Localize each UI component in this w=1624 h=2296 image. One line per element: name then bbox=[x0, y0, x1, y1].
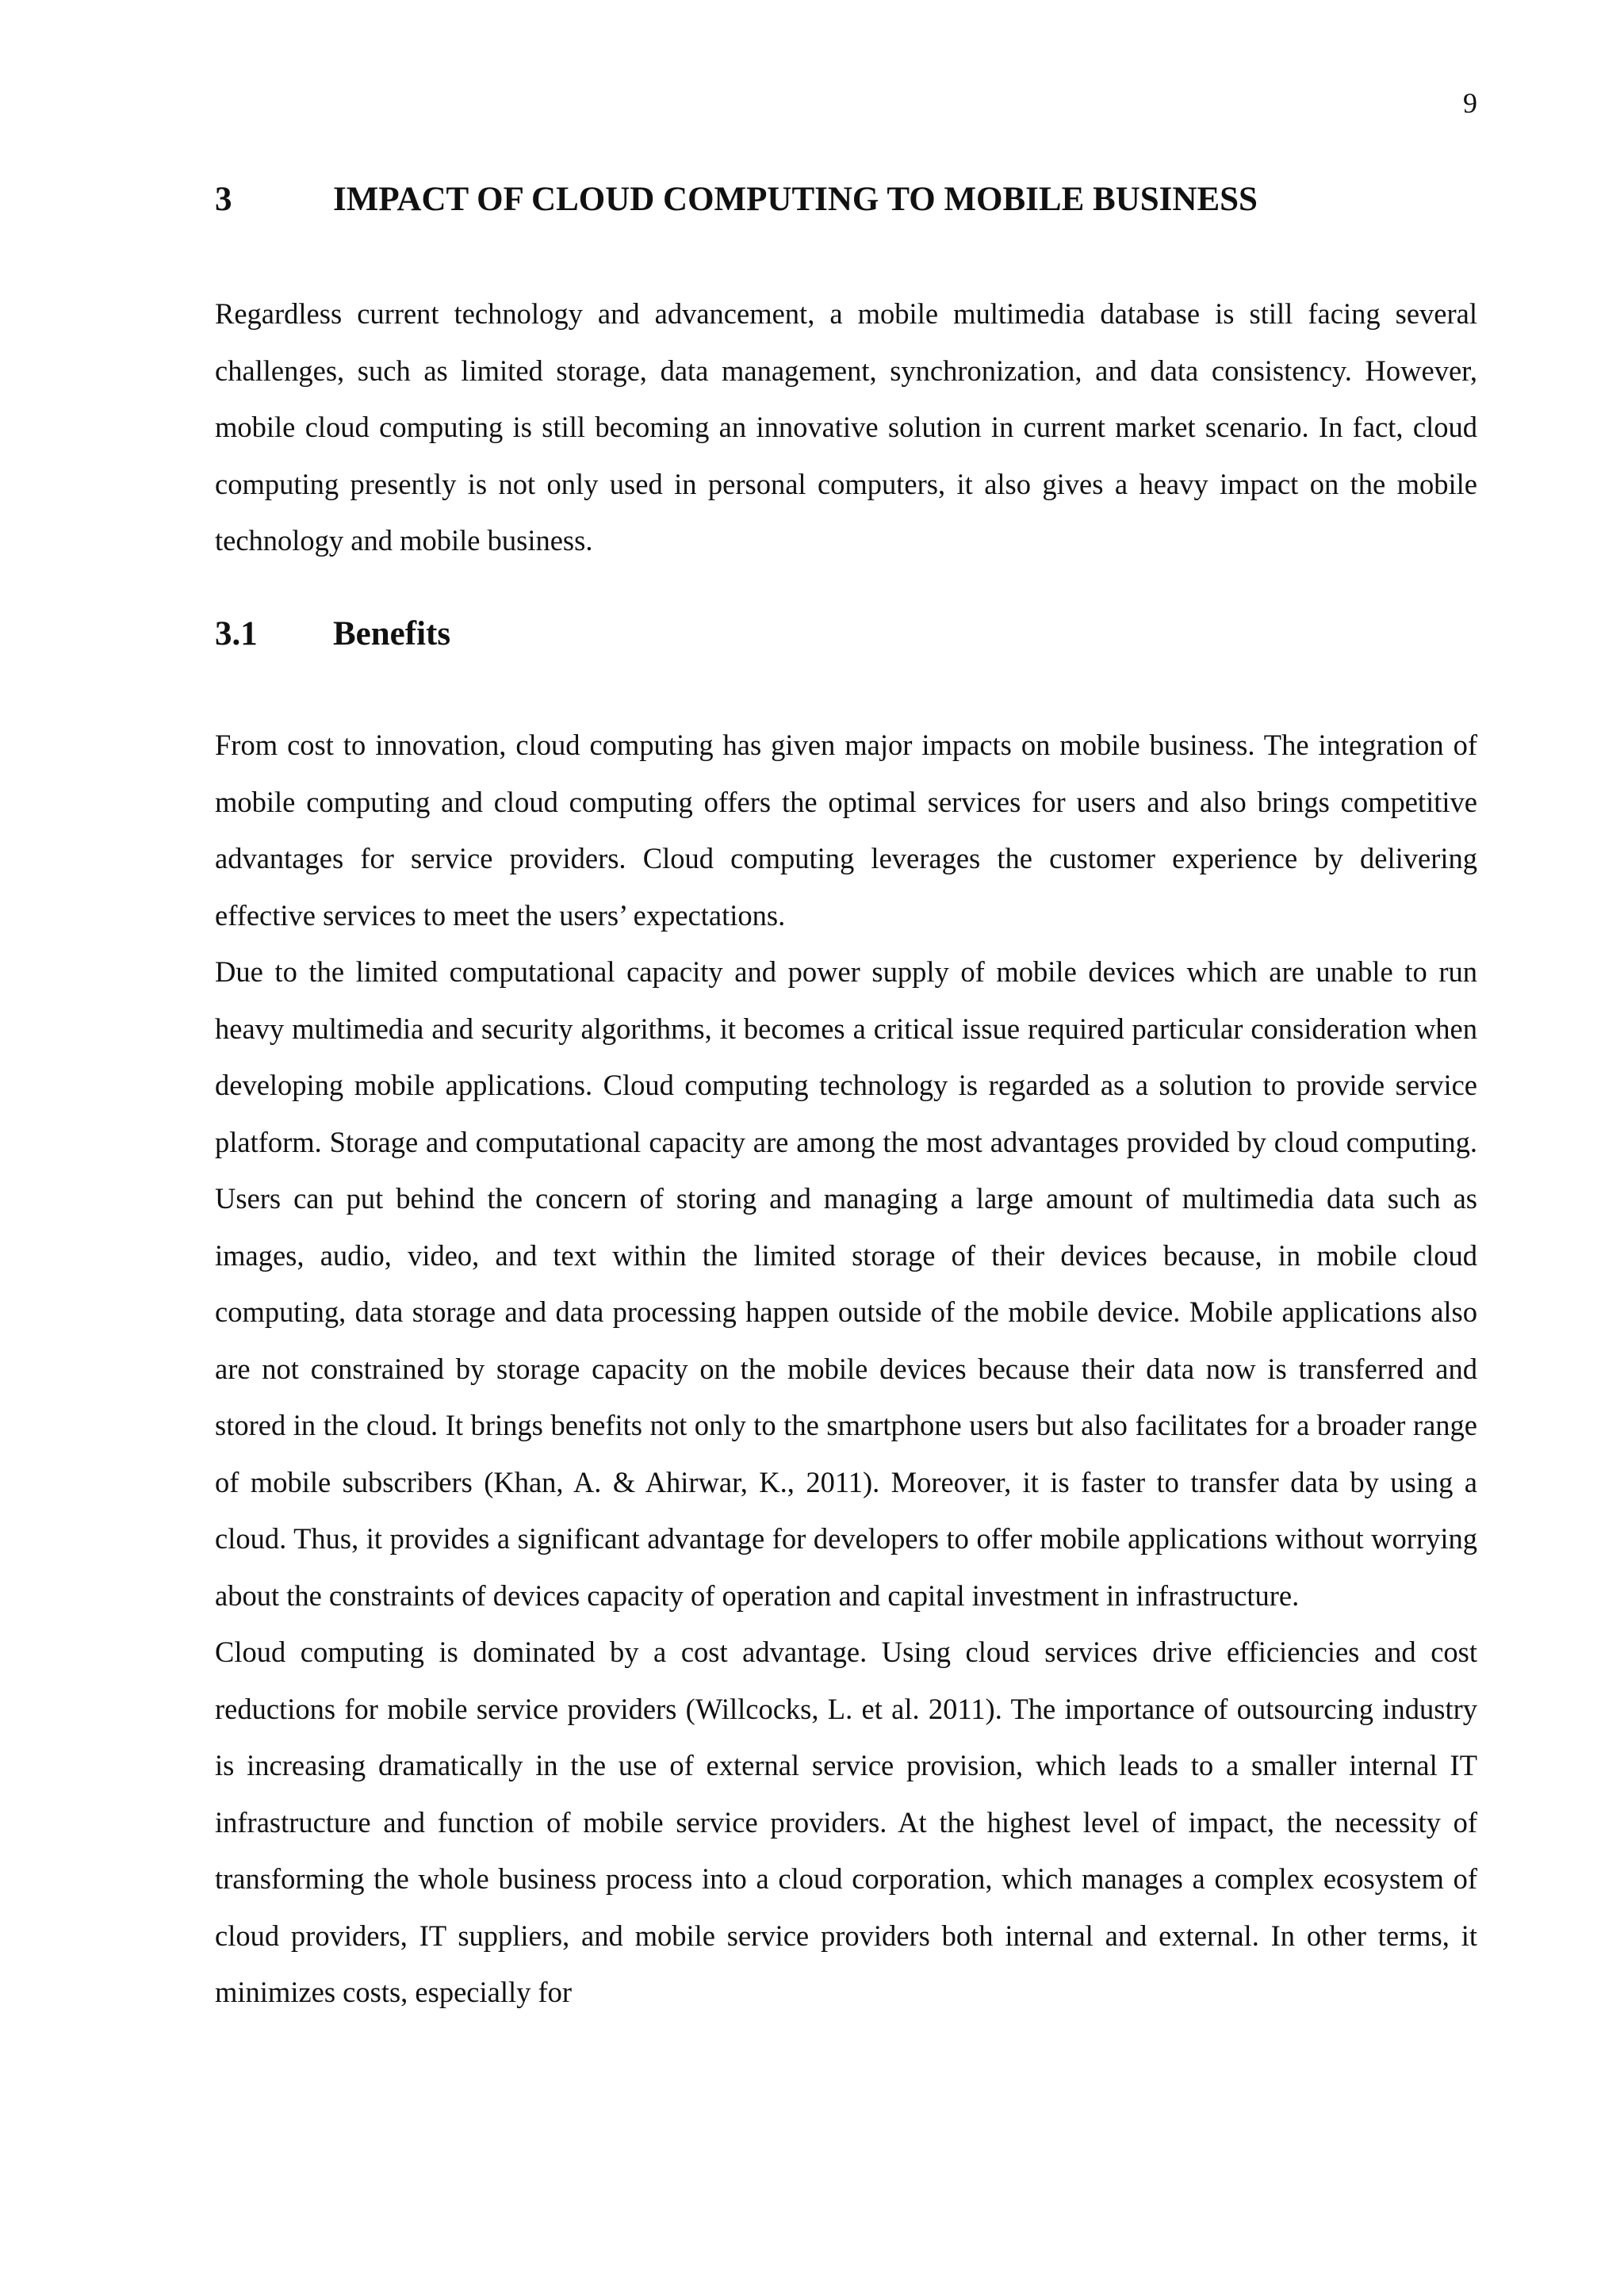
chapter-number: 3 bbox=[215, 181, 232, 218]
section-heading bbox=[215, 614, 1484, 655]
body-paragraph-2: Due to the limited computational capacity and power supply of mobile devices which are unable to run heavy multimedia and security algorithms, it becomes a critical issue required particular consideration when developing mobile applications. Cloud computing technology is regarded as a solution to provide service platform. Storage and computational capacity are among the most advantages provided by cloud computing. Users can put behind the concern of storing and managing a large amount of multimedia data such as images, audio, video, and text within the limited storage of their devices because, in mobile cloud computing, data storage and data processing happen outside of the mobile device. Mobile applications also are not constrained by storage capacity on the mobile devices because their data now is transferred and stored in the cloud. It brings benefits not only to the smartphone users but also facilitates for a broader range of mobile subscribers (Khan, A. & Ahirwar, K., 2011). Moreover, it is faster to transfer data by using a cloud. Thus, it provides a significant advantage for developers to offer mobile applications without worrying about the constraints of devices capacity of operation and capital investment in infrastructure. bbox=[215, 955, 1477, 1612]
body-paragraph-1: From cost to innovation, cloud computing has given major impacts on mobile business. The integration of mobile computing and cloud computing offers the optimal services for users and also brings competitive advantages for service providers. Cloud computing leverages the customer experience by delivering effective services to meet the users’ expectations. bbox=[215, 729, 1477, 932]
section-title: Benefits bbox=[333, 615, 451, 652]
section-body bbox=[215, 717, 1477, 2021]
page-number: 9 bbox=[1463, 87, 1477, 119]
intro-paragraph: Regardless current technology and advancement, a mobile multimedia database is still facing several challenges, such as limited storage, data management, synchronization, and data consistency. However, mobile cloud computing is still becoming an innovative solution in current market scenario. In fact, cloud computing presently is not only used in personal computers, it also gives a heavy impact on the mobile technology and mobile business. bbox=[215, 297, 1477, 557]
section-number: 3.1 bbox=[215, 615, 258, 652]
chapter-intro bbox=[215, 285, 1477, 569]
body-paragraph-3: Cloud computing is dominated by a cost advantage. Using cloud services drive efficiencies and cost reductions for mobile service providers (Willcocks, L. et al. 2011). The importance of outsourcing industry is increasing dramatically in the use of external service provision, which leads to a smaller internal IT infrastructure and function of mobile service providers. At the highest level of impact, the necessity of transforming the whole business process into a cloud corporation, which manages a complex ecosystem of cloud providers, IT suppliers, and mobile service providers both internal and external. In other terms, it minimizes costs, especially for bbox=[215, 1636, 1477, 2008]
chapter-heading bbox=[215, 179, 1484, 220]
chapter-title: IMPACT OF CLOUD COMPUTING TO MOBILE BUSINESS bbox=[333, 181, 1258, 218]
